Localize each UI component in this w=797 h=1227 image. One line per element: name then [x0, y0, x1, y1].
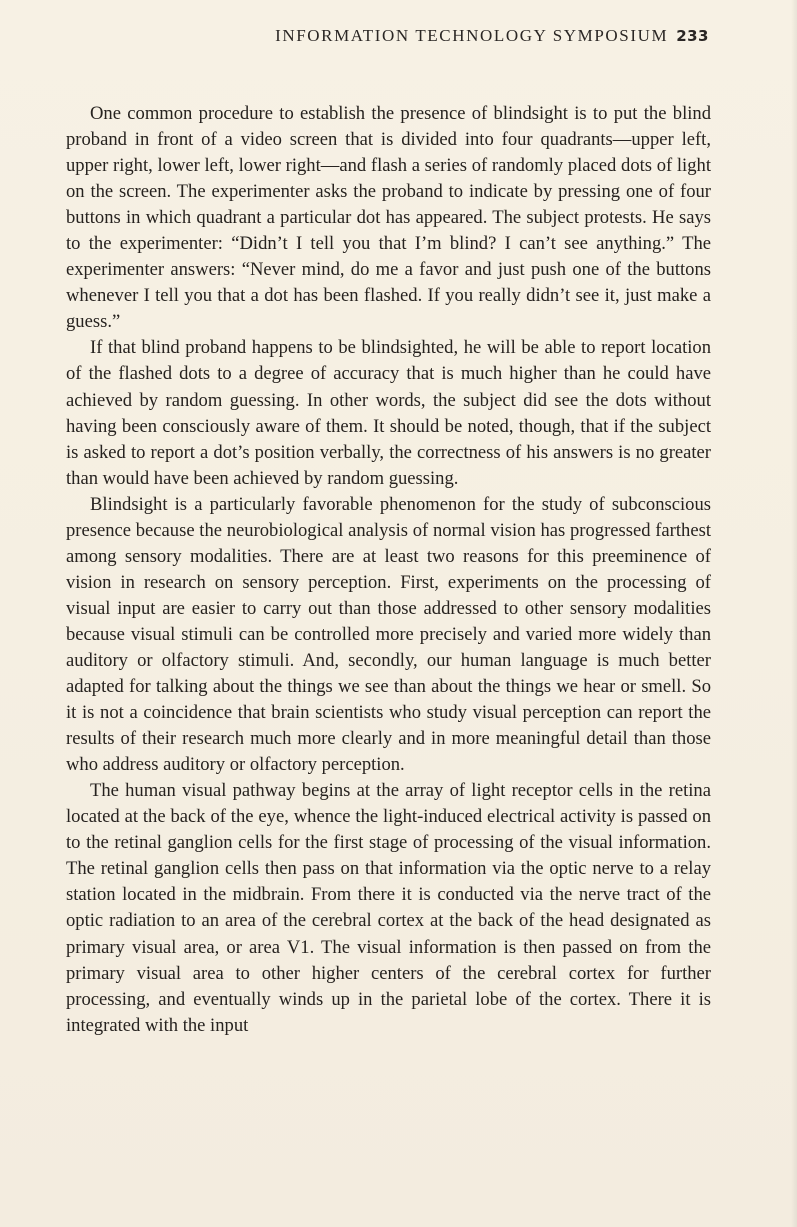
- body-text: [66, 101, 711, 1039]
- paragraph-1: One common procedure to establish the presence of blindsight is to put the blind proband in front of a video screen that is divided into four quadrants—upper left, upper right, lower left, lower right—and flash a series of randomly placed dots of light on the screen. The experimenter asks the proband to indicate by pressing one of four buttons in which quadrant a particular dot has appeared. The subject protests. He says to the experimenter: “Didn’t I tell you that I’m blind? I can’t see anything.” The experimenter answers: “Never mind, do me a favor and just push one of the buttons whenever I tell you that a dot has been flashed. If you really didn’t see it, just make a guess.”: [66, 103, 711, 333]
- paragraph-2: If that blind proband happens to be blindsighted, he will be able to report location of the flashed dots to a degree of accuracy that is much higher than he could have achieved by random guessing. In other words, the subject did see the dots without having been consciously aware of them. It should be noted, though, that if the subject is asked to report a dot’s position verbally, the correctness of his answers is no greater than would have been achieved by random guessing.: [66, 337, 711, 489]
- paragraph-4: The human visual pathway begins at the array of light receptor cells in the retina located at the back of the eye, whence the light-induced electrical activity is passed on to the retinal ganglion cells for the first stage of processing of the visual information. The retinal ganglion cells then pass on that information via the optic nerve to a relay station located in the midbrain. From there it is conducted via the nerve tract of the optic radiation to an area of the cerebral cortex at the back of the head designated as primary visual area, or area V1. The visual information is then passed on from the primary visual area to other higher centers of the cerebral cortex for further processing, and eventually winds up in the parietal lobe of the cortex. There it is integrated with the input: [66, 780, 711, 1036]
- running-title: INFORMATION TECHNOLOGY SYMPOSIUM: [275, 26, 669, 45]
- running-header: [275, 26, 709, 46]
- paragraph-3: Blindsight is a particularly favorable phenomenon for the study of subconscious presence because the neurobiological analysis of normal vision has progressed farthest among sensory modalities. There are at least two reasons for this preeminence of vision in research on sensory perception. First, experiments on the processing of visual input are easier to carry out than those addressed to other sensory modalities because visual stimuli can be controlled more precisely and varied more widely than auditory or olfactory stimuli. And, secondly, our human language is much better adapted for talking about the things we see than about the things we hear or smell. So it is not a coincidence that brain scientists who study visual perception can report the results of their research much more clearly and in more meaningful detail than those who address auditory or olfactory perception.: [66, 493, 711, 776]
- page-number: 233: [676, 27, 709, 45]
- page-edge-shadow: [791, 0, 797, 1227]
